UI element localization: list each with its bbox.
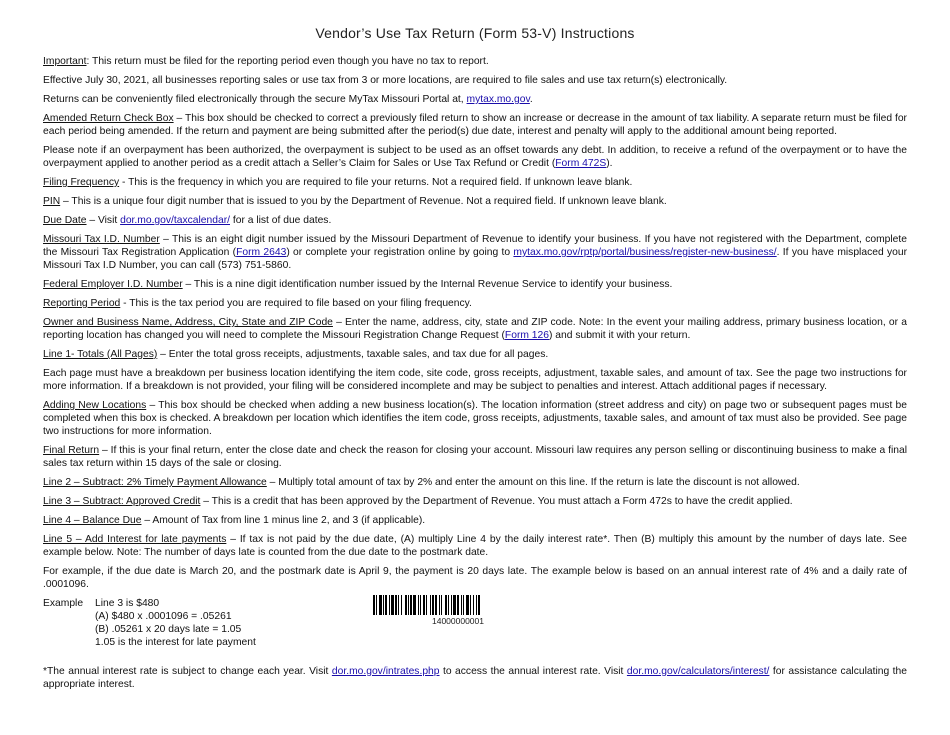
barcode-bar (435, 595, 437, 615)
barcode-bar (451, 595, 452, 615)
intrates-link[interactable]: dor.mo.gov/intrates.php (331, 666, 440, 677)
barcode-bar (445, 595, 447, 615)
barcode-bar (401, 595, 402, 615)
barcode-bar (457, 595, 459, 615)
due-date-label: Due Date (43, 215, 87, 226)
final-return-paragraph: Final Return – If this is your final return, enter the close date and check the reason for closing your account. Missouri law requires any person selling or discontinuing business to make a final sales tax return within 15 days of the sale or closing. (43, 445, 907, 469)
footnote-paragraph: *The annual interest rate is subject to change each year. Visit dor.mo.gov/intrates.php to access the annual interest rate. Visit dor.mo.gov/calculators/interest/ for assistance calculating the appropriate interest. (43, 666, 908, 690)
barcode-bar (432, 595, 434, 615)
amended-label: Amended Return Check Box (43, 113, 174, 124)
barcode-bar (385, 595, 387, 615)
line1-paragraph: Line 1- Totals (All Pages) – Enter the total gross receipts, adjustments, taxable sales, and tax due for all pages. (43, 349, 549, 360)
line4-label: Line 4 – Balance Due (43, 515, 142, 526)
line2-label: Line 2 – Subtract: 2% Timely Payment Allowance (43, 477, 267, 488)
page-title: Vendor’s Use Tax Return (Form 53-V) Instructions (315, 25, 635, 41)
line1-label: Line 1- Totals (All Pages) (43, 349, 158, 360)
barcode-bar (448, 595, 449, 615)
due-date-paragraph: Due Date – Visit dor.mo.gov/taxcalendar/ for a list of due dates. (43, 215, 332, 226)
barcode-bar (410, 595, 412, 615)
reporting-period-paragraph: Reporting Period - This is the tax period you are required to file based on your filing frequency. (43, 298, 472, 309)
barcode-bar (373, 595, 375, 615)
example-line: Line 3 is $480 (95, 598, 160, 609)
barcode-bar (405, 595, 407, 615)
overpayment-paragraph: Please note if an overpayment has been authorized, the overpayment is subject to be used as an offset towards any debt. In addition, to receive a refund of the overpayment or to have the overpayment applied to another period as a credit attach a Seller’s Claim for Sales or Use Tax Refund or Credit (Form 472S). (43, 145, 907, 169)
barcode-bar (423, 595, 425, 615)
barcode (373, 595, 543, 626)
example-line: (B) .05261 x 20 days late = 1.05 (95, 624, 242, 635)
owner-paragraph: Owner and Business Name, Address, City, State and ZIP Code – Enter the name, address, city, state and ZIP code. Note: In the event your mailing address, primary business location, or a reporting location has changed you will need to complete the Missouri Registration Change Request (Form 126) and submit it with your return. (43, 317, 907, 341)
line2-paragraph: Line 2 – Subtract: 2% Timely Payment Allowance – Multiply total amount of tax by 2% and enter the amount on this line. If the return is late the discount is not allowed. (43, 477, 800, 488)
instructions-body (43, 55, 907, 697)
barcode-number: 14000000001 (431, 616, 484, 626)
interest-calculator-link[interactable]: dor.mo.gov/calculators/interest/ (626, 666, 770, 677)
barcode-bar (476, 595, 477, 615)
barcode-bar (413, 595, 416, 615)
barcode-bar (453, 595, 456, 615)
form-126-link[interactable]: Form 126 (504, 330, 549, 341)
barcode-bar (418, 595, 419, 615)
barcode-bar (383, 595, 384, 615)
barcode-bar (395, 595, 397, 615)
breakdown-paragraph: Each page must have a breakdown per business location identifying the item code, site code, gross receipts, adjustment, taxable sales, and amount of tax. See the page two instructions for more information. If a breakdown is not provided, your filing will be considered incomplete and may be subject to penalties and interest. Attach additional pages if necessary. (43, 368, 907, 392)
barcode-bar (426, 595, 427, 615)
form-472s-link[interactable]: Form 472S (555, 158, 607, 169)
fein-label: Federal Employer I.D. Number (43, 279, 183, 290)
barcode-bar (461, 595, 462, 615)
barcode-bar (389, 595, 390, 615)
important-paragraph: Important: This return must be filed for the reporting period even though you have no tax to report. (43, 56, 489, 67)
pin-paragraph: PIN – This is a unique four digit number that is issued to you by the Department of Revenue. Not a required field. If unknown leave blank. (43, 196, 667, 207)
adding-locations-label: Adding New Locations (43, 400, 147, 411)
barcode-bar (430, 595, 431, 615)
interest-example (43, 597, 907, 659)
barcode-bar (478, 595, 480, 615)
effective-paragraph: Effective July 30, 2021, all businesses reporting sales or use tax from 3 or more locations, are required to file sales and use tax return(s) electronically. (43, 75, 728, 86)
line3-label: Line 3 – Subtract: Approved Credit (43, 496, 201, 507)
barcode-bar (441, 595, 442, 615)
fein-paragraph: Federal Employer I.D. Number – This is a nine digit identification number issued by the Internal Revenue Service to identify your business. (43, 279, 673, 290)
example-lines (95, 597, 256, 649)
amended-paragraph: Amended Return Check Box – This box should be checked to correct a previously filed return to show an increase or decrease in the amount of tax liability. A separate return must be filed for each period being amended. If the return and payment are being submitted after the period(s) due date, interest and penalty will apply to the additional amount being reported. (43, 113, 907, 137)
barcode-bar (439, 595, 440, 615)
barcode-bar (466, 595, 469, 615)
owner-label: Owner and Business Name, Address, City, State and ZIP Code (43, 317, 333, 328)
tax-id-paragraph: Missouri Tax I.D. Number – This is an eight digit number issued by the Missouri Department of Revenue to identify your business. If you have not registered with the Department, complete the Missouri Tax Registration Application (Form 2643) or complete your registration online by going to mytax.mo.gov/rptp/portal/business/register-new-business/. If you have misplaced your Missouri Tax I.D Number, you can call (573) 751-5860. (43, 234, 907, 271)
important-label: Important (43, 56, 87, 67)
line5-paragraph: Line 5 – Add Interest for late payments – If tax is not paid by the due date, (A) multiply Line 4 by the daily interest rate*. Then (B) multiply this amount by the number of days late. See example below. Note: The number of days late is counted from the due date to the postmark date. (43, 534, 907, 558)
form-2643-link[interactable]: Form 2643 (236, 247, 287, 258)
barcode-bar (463, 595, 464, 615)
barcode-bar (376, 595, 377, 615)
tax-calendar-link[interactable]: dor.mo.gov/taxcalendar/ (120, 215, 230, 226)
register-business-link[interactable]: mytax.mo.gov/rptp/portal/business/register-new-business/ (513, 247, 777, 258)
barcode-bar (398, 595, 399, 615)
tax-id-label: Missouri Tax I.D. Number (43, 234, 160, 245)
portal-paragraph: Returns can be conveniently filed electronically through the secure MyTax Missouri Portal at, mytax.mo.gov. (43, 94, 533, 105)
filing-frequency-label: Filing Frequency (43, 177, 120, 188)
barcode-bar (470, 595, 471, 615)
reporting-period-label: Reporting Period (43, 298, 121, 309)
line4-paragraph: Line 4 – Balance Due – Amount of Tax from line 1 minus line 2, and 3 (if applicable). (43, 515, 426, 526)
barcode-bar (408, 595, 409, 615)
for-example-paragraph: For example, if the due date is March 20, and the postmark date is April 9, the payment is 20 days late. The example below is based on an annual interest rate of 4% and a daily rate of .0001096. (43, 566, 907, 590)
example-line: 1.05 is the interest for late payment (95, 637, 256, 648)
example-line: (A) $480 x .0001096 = .05261 (95, 611, 232, 622)
adding-locations-paragraph: Adding New Locations – This box should be checked when adding a new business location(s). The location information (street address and city) on page two or subsequent pages must be completed when this box is checked. A breakdown per location which identifies the item code, gross receipts, adjustments, taxable sales, and amount of tax must also be provided. See page two instructions for more information. (43, 400, 907, 437)
barcode-bar (420, 595, 421, 615)
filing-frequency-paragraph: Filing Frequency - This is the frequency in which you are required to file your returns. Not a required field. If unknown leave blank. (43, 177, 633, 188)
final-return-label: Final Return (43, 445, 100, 456)
barcode-bar (391, 595, 394, 615)
line5-label: Line 5 – Add Interest for late payments (43, 534, 227, 545)
barcode-bar (379, 595, 382, 615)
example-label: Example (43, 598, 84, 609)
mytax-link[interactable]: mytax.mo.gov (466, 94, 530, 105)
barcode-graphic (373, 595, 541, 615)
line3-paragraph: Line 3 – Subtract: Approved Credit – This is a credit that has been approved by the Department of Revenue. You must attach a Form 472s to have the credit applied. (43, 496, 793, 507)
barcode-bar (473, 595, 474, 615)
pin-label: PIN (43, 196, 61, 207)
